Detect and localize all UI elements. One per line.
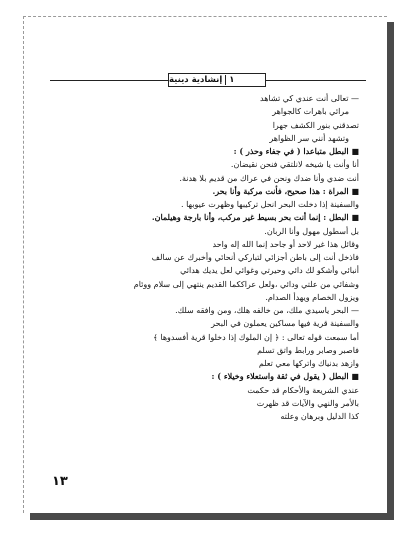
- text-line: والسفينة إذا دخلت البحر انحل تركيبها وظهرت عيوبها .: [181, 200, 359, 209]
- text-line: وتشهد أنني سر الظواهر: [269, 133, 349, 143]
- text-line: كذا الدليل وبرهان وعلته: [280, 412, 359, 421]
- text-line: — تعالى أنت عندي كي تشاهد: [260, 94, 359, 103]
- page-shadow-right: [386, 22, 394, 520]
- text-line: عندي الشريعة والأحكام قد حكمت: [247, 385, 359, 395]
- speaker-line: ■ المراة : هذا صحيح، فأنت مركبة وأنا بحر.: [212, 185, 359, 196]
- text-line: وازهد بدنياك واتركها معي تعلم: [258, 359, 359, 368]
- speaker-line: ■ البطل متباعدا ( في جفاء وحذر ) :: [233, 146, 359, 156]
- text-line: أنبائي وأشكو لك دائي وحيرتي وغوائي لعل يديك هدائي: [180, 266, 359, 276]
- text-line: أنت ضدي وأنا ضدك ونحن في عراك من قديم بلا هدنة.: [179, 173, 359, 183]
- header-box: [168, 73, 266, 87]
- text-line: أنا وأنت يا شيخه لانلتقي فنحن نقيضان.: [230, 160, 359, 170]
- text-line: تصدقني بنور الكشف جهرا: [272, 120, 359, 130]
- speaker-line: ■ البطل ( يقول في ثقة واستعلاء وخيلاء ) :: [211, 371, 359, 382]
- header-title: إنشادية دينية: [169, 75, 223, 85]
- header-number: ١: [225, 75, 237, 85]
- page-shadow-bottom: [30, 512, 394, 520]
- text-line: فاذخل أنت إلى باطن أجزائي لتباركي أنحائي وأخبرك عن سالف: [151, 253, 359, 262]
- text-line: مرائي باهرات كالجواهر: [272, 107, 349, 117]
- page-body: [56, 92, 359, 423]
- chapter-header: [50, 73, 366, 87]
- text-line: فاصبر وصابر ورابط واتق تسلم: [257, 345, 359, 355]
- page-number: ١٣: [52, 474, 68, 489]
- text-line: أما سمعت قوله تعالى : ﴿ إن الملوك إذا دخلوا قرية أفسدوها ﴾: [153, 332, 359, 342]
- text-line: — البحر ياسيدي ملك، من خالفه هلك، ومن وافقه سلك.: [175, 306, 359, 315]
- text-line: بل أسطول مهول وأنا الربان.: [264, 226, 359, 236]
- speaker-line: ■ البطل : إنما أنت بحر بسيط غير مركب، وأنا بارجة وهيلمان.: [151, 212, 359, 223]
- text-line: وقائل هذا غير لاحد أو جاحد إنما الله إله واحد: [212, 239, 359, 249]
- text-line: ويزول الخصام ويهدأ الصدام.: [265, 292, 359, 302]
- text-line: وشفائي من علتي ودائي ،ولعل عراككما القديم ينتهي إلى سلام ووئام: [133, 279, 359, 289]
- text-line: والسفينة قرية فيها مساكين يعملون في البحر: [211, 319, 359, 329]
- text-line: بالأمر والنهي والآيات قد ظهرت: [256, 398, 359, 408]
